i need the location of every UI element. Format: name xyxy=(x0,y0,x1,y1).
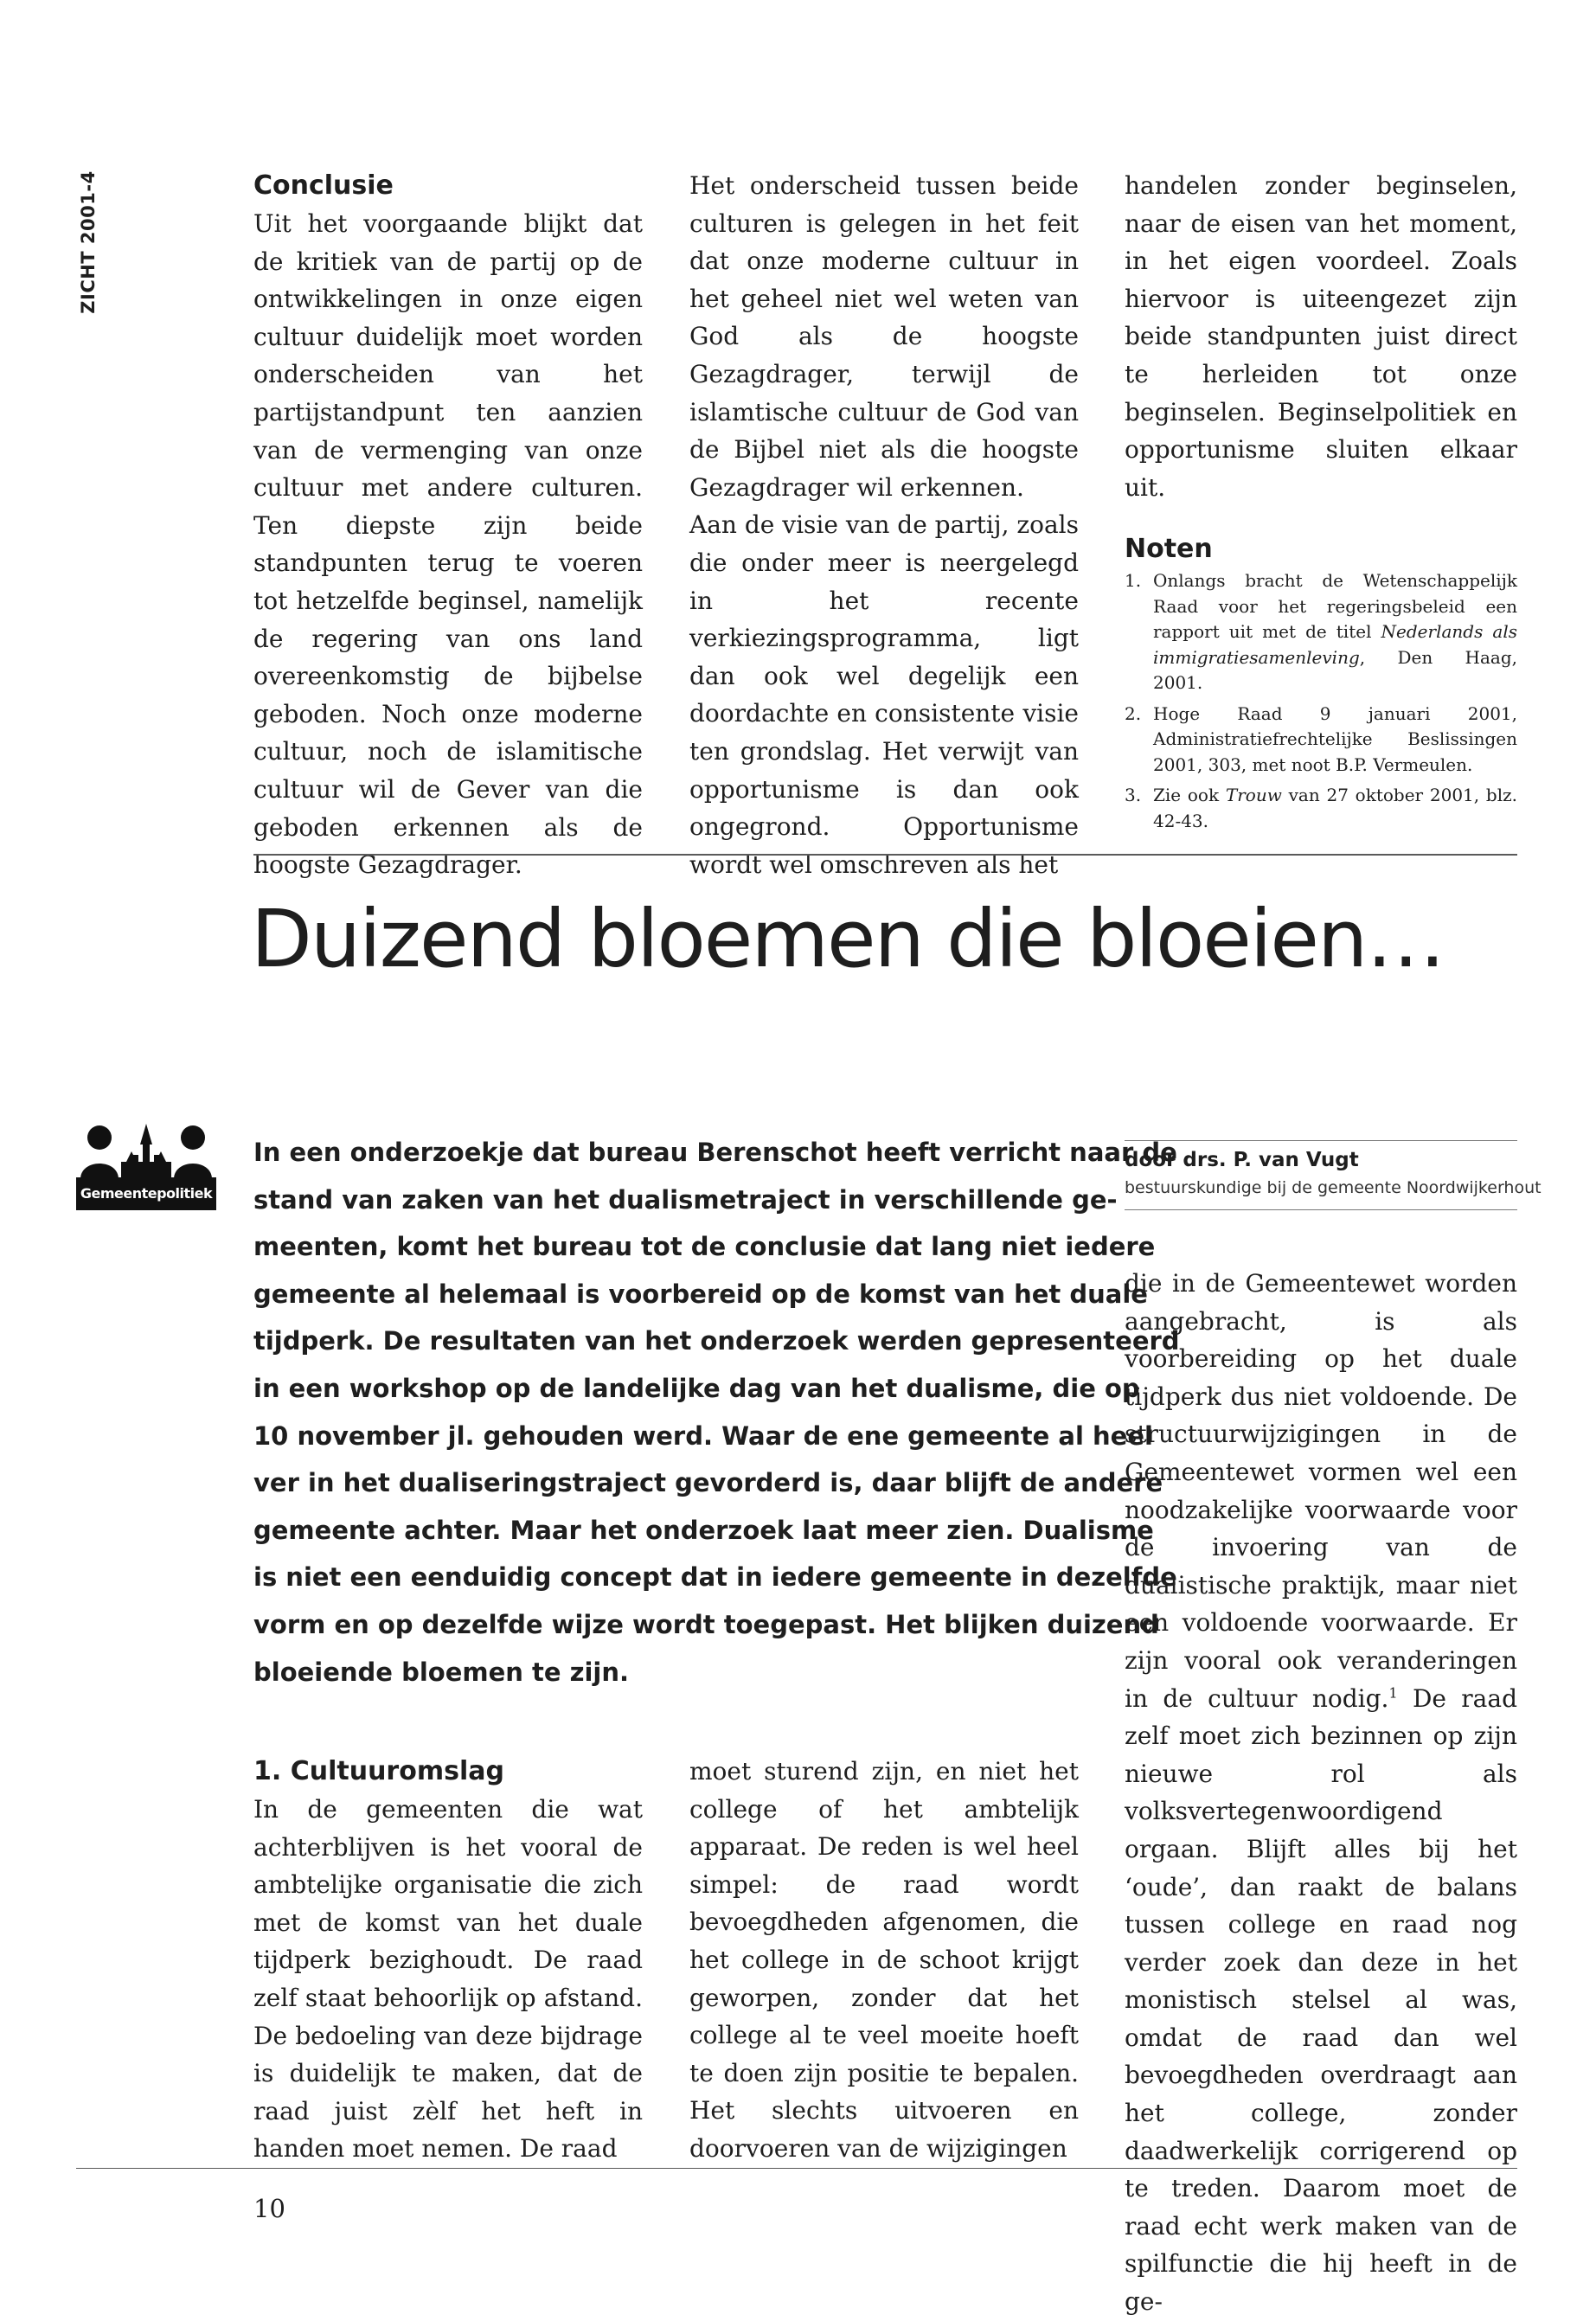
notes-heading: Noten xyxy=(1125,534,1213,565)
intro-line: in een workshop op de landelijke dag van het dualisme, die op xyxy=(253,1373,1140,1403)
category-label: Gemeentepolitiek xyxy=(76,1177,216,1210)
intro-line: gemeente al helemaal is voorbereid op de komst van het duale xyxy=(253,1279,1148,1309)
council-figures-icon xyxy=(76,1120,216,1179)
byline-top-rule xyxy=(1125,1140,1517,1141)
article-intro xyxy=(253,1129,1180,1696)
intro-line: vorm en op dezelfde wijze wordt toegepast. Het blijken duizend xyxy=(253,1609,1159,1639)
running-head-text: ZICHT 2001-4 xyxy=(78,170,99,314)
intro-line: gemeente achter. Maar het onderzoek laat meer zien. Dualisme xyxy=(253,1515,1154,1545)
note-item: 3. Zie ook Trouw van 27 oktober 2001, blz. 42-43. xyxy=(1125,785,1517,831)
intro-line: ver in het dualiseringstraject gevorderd is, daar blijft de andere xyxy=(253,1468,1163,1498)
cultuuromslag-heading: 1. Cultuuromslag xyxy=(253,1756,504,1786)
byline-role: bestuurskundige bij de gemeente Noordwijkerhout xyxy=(1125,1178,1542,1197)
gemeentepolitiek-logo xyxy=(76,1120,216,1215)
bottom-column-1 xyxy=(253,1753,643,2168)
top-column-2 xyxy=(689,167,1079,883)
top-col2-paragraph: Het onderscheid tussen beide culturen is gelegen in het feit dat onze moderne cultuur in het geheel niet wel weten van God als de hoogste Gezagdrager, terwijl de islamtische cultuur de God van de Bijbel niet als die hoogste Gezagdrager wil erkennen. xyxy=(689,171,1079,502)
bottom-col3-text: die in de Gemeentewet worden aangebracht, is als voorbereiding op het duale tijdperk dus niet voldoende. De structuurwijzigingen in de Gemeentewet vormen wel een noodzakelijke voorwaarde voor de invoering van de dualistische praktijk, maar niet een voldoende voorwaarde. Er zijn vooral ook veranderingen in de cultuur nodig.$^1$ De raad zelf moet zich bezinnen op zijn nieuwe rol als volksvertegenwoordigend orgaan. Blijft alles bij het ‘oude’, dan raakt de balans tussen college en raad nog verder zoek dan deze in het monistisch stelsel al was, omdat de raad dan wel bevoegdheden overdraagt aan het college, zonder daadwerkelijk corrigerend op te treden. Daarom moet de raad echt werk maken van de spilfunctie die hij heeft in de ge- xyxy=(1125,1269,1517,2317)
note-item: 1. Onlangs bracht de Wetenschappelijk Raad voor het regeringsbeleid een rapport uit met de titel Nederlands als immigratiesamenleving, Den Haag, 2001. xyxy=(1125,570,1517,694)
top-column-3 xyxy=(1125,167,1517,834)
intro-line: stand van zaken van het dualismetraject in verschillende ge- xyxy=(253,1184,1118,1215)
bottom-col1-text: In de gemeenten die wat achterblijven is het vooral de ambtelijke organisatie die zich met de komst van het duale tijdperk bezighoudt. De raad zelf staat behoorlijk op afstand. De bedoeling van deze bijdrage is duidelijk te maken, dat de raad juist zèlf het heft in handen moet nemen. De raad xyxy=(253,1795,643,2164)
bottom-column-2 xyxy=(689,1753,1079,2168)
bottom-col2-text: moet sturend zijn, en niet het college of het ambtelijk apparaat. De reden is wel heel simpel: de raad wordt bevoegdheden afgenomen, die het college in de schoot krijgt geworpen, zonder dat het college al te veel moeite hoeft te doen zijn positie te bepalen. Het slechts uitvoeren en doorvoeren van de wijzigingen xyxy=(689,1757,1079,2163)
byline-author: door drs. P. van Vugt xyxy=(1125,1149,1359,1171)
top-col3-text: handelen zonder beginselen, naar de eisen van het moment, in het eigen voordeel. Zoals hiervoor is uiteengezet zijn beide standpunten juist direct te herleiden tot onze beginselen. Beginselpolitiek en opportunisme sluiten elkaar uit. xyxy=(1125,171,1517,502)
intro-line: tijdperk. De resultaten van het onderzoek werden gepresenteerd xyxy=(253,1326,1180,1356)
intro-line: meenten, komt het bureau tot de conclusie dat lang niet iedere xyxy=(253,1232,1156,1262)
running-head xyxy=(61,156,116,329)
conclusie-text: Uit het voorgaande blijkt dat de kritiek van de partij op de ontwikkelingen in onze eigen cultuur duidelijk moet worden onderscheiden van het partijstandpunt ten aanzien van de vermenging van onze cultuur met andere culturen. Ten diepste zijn beide standpunten terug te voeren tot hetzelfde beginsel, namelijk de regering van ons land overeenkomstig de bijbelse geboden. Noch onze moderne cultuur, noch de islamitische cultuur wil de Gever van die geboden erkennen als de hoogste Gezagdrager. xyxy=(253,209,643,880)
bottom-column-3 xyxy=(1125,1265,1517,2321)
page-number: 10 xyxy=(253,2194,285,2223)
top-column-1 xyxy=(253,167,643,884)
intro-line: In een onderzoekje dat bureau Berenschot heeft verricht naar de xyxy=(253,1138,1177,1167)
footer-rule xyxy=(76,2168,1517,2169)
footnote-ref: 1 xyxy=(1388,1684,1398,1702)
note-item: 2. Hoge Raad 9 januari 2001, Administratiefrechtelijke Beslissingen 2001, 303, met noot B.P. Vermeulen. xyxy=(1125,702,1517,775)
article-title: Duizend bloemen die bloeien… xyxy=(251,893,1445,985)
conclusie-heading: Conclusie xyxy=(253,170,394,201)
intro-line: is niet een eenduidig concept dat in iedere gemeente in dezelfde xyxy=(253,1562,1177,1593)
top-col2-paragraph: Aan de visie van de partij, zoals die onder meer is neergelegd in het recente verkiezingsprogramma, ligt dan ook wel degelijk een doordachte en consistente visie ten grondslag. Het verwijt van opportunisme is dan ook ongegrond. Opportunisme wordt wel omschreven als het xyxy=(689,510,1079,879)
section-divider xyxy=(253,854,1517,856)
byline-bottom-rule xyxy=(1125,1209,1517,1210)
intro-line: bloeiende bloemen te zijn. xyxy=(253,1657,630,1687)
notes-list xyxy=(1125,568,1517,834)
intro-line: 10 november jl. gehouden werd. Waar de ene gemeente al heel xyxy=(253,1420,1153,1451)
